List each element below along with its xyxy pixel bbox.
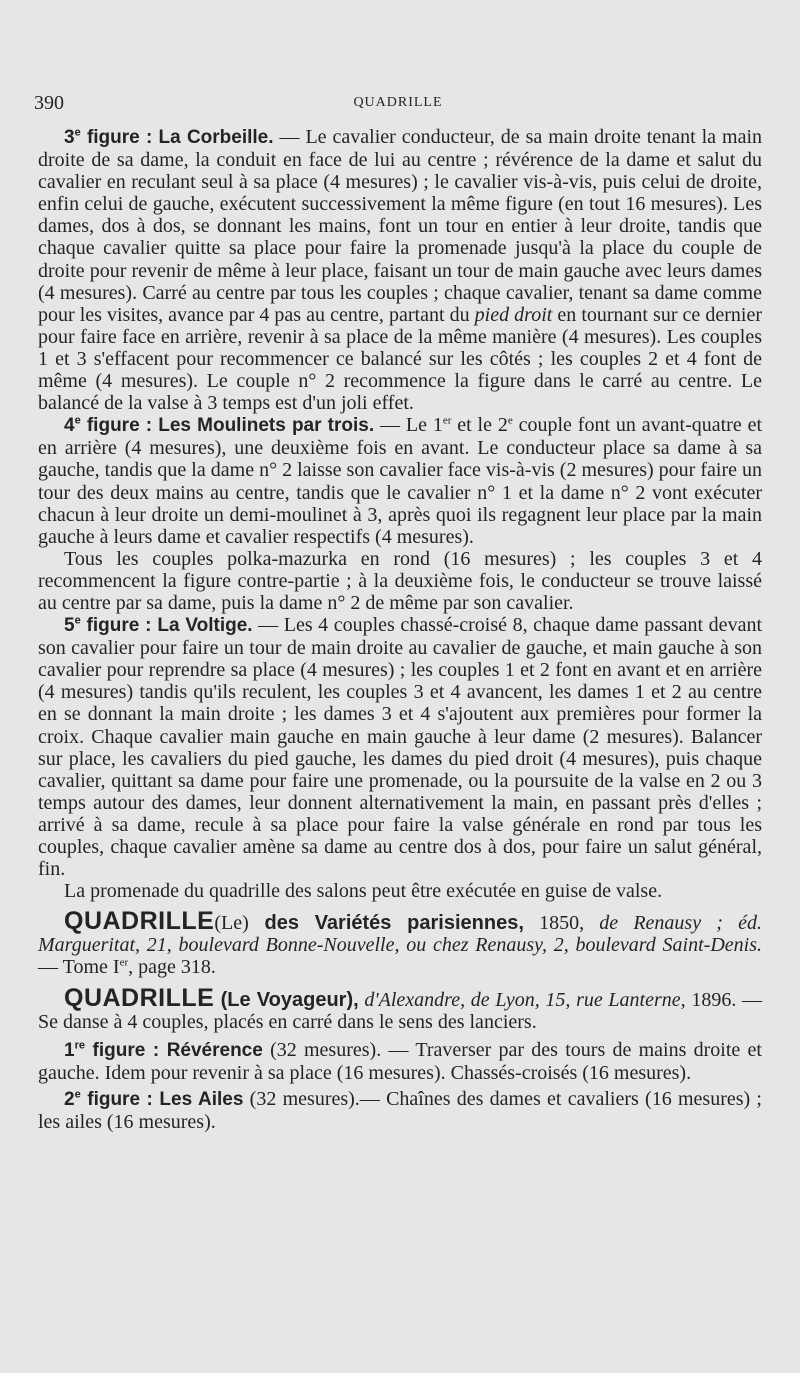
figure-5-title: 5e figure : La Voltige.	[64, 614, 253, 637]
entry-varietes-parisiennes: QUADRILLE(Le) des Variétés parisiennes, 1850, de Renausy ; éd. Margueritat, 21, boulevard Bonne-Nouvelle, ou chez Renausy, 2, boulevard Saint-Denis. — Tome Ier, page 318.	[38, 907, 762, 979]
entry-heading: QUADRILLE	[64, 983, 215, 1012]
figure-5-paragraph: 5e figure : La Voltige. — Les 4 couples chassé-croisé 8, chaque dame passant devant son cavalier pour faire un tour de main droite au cavalier de gauche, et main gauche à son cavalier pour reprendre sa place (4 mesures) ; les couples 1 et 2 font en avant et en arrière (4 mesures) tandis qu'ils reculent, les couples 3 et 4 avancent, les dames 1 et 2 au centre en se donnant la main droite ; les dames 3 et 4 s'ajoutent aux premières pour former la croix. Chaque cavalier main gauche en main gauche à leur dame (2 mesures). Balancer sur place, les cavaliers du pied gauche, les dames du pied droit (4 mesures), puis chaque cavalier, quittant sa dame pour faire une promenade, ou la poursuite de la valse en 2 ou 3 temps autour des dames, leur donnent alternativement la main, en passant près d'elles ; arrivé à sa dame, recule à sa place pour faire la valse générale en rond par tous les couples, chaque cavalier amène sa dame au centre dos à dos, pour faire un salut général, fin.	[38, 614, 762, 881]
figure-3-title: 3e figure : La Corbeille.	[64, 126, 274, 148]
entry-name: (Le Voyageur),	[214, 988, 359, 1011]
entry-voyageur: QUADRILLE (Le Voyageur), d'Alexandre, de Lyon, 15, rue Lanterne, 1896. — Se danse à 4 couples, placés en carré dans le sens des lanciers.	[38, 983, 762, 1033]
figure-3-paragraph: 3e figure : La Corbeille. — Le cavalier conducteur, de sa main droite tenant la main droite de sa dame, la conduit en face de lui au centre ; révérence de la dame et salut du cavalier en reculant seul à sa place (4 mesures) ; le cavalier vis-à-vis, puis celui de droite, enfin celui de gauche, exécutent successivement la même figure (en tout 16 mesures). Les dames, dos à dos, se donnant les mains, font un tour en entier à leur droite, tandis que chaque cavalier quitte sa place pour faire la promenade jusqu'à la place du couple de droite pour revenir de même à leur place, faisant un tour de main gauche avec leurs dames (4 mesures). Carré au centre par tous les couples ; chaque cavalier, tenant sa dame comme pour les visites, avance par 4 pas au centre, partant du pied droit en tournant sur ce dernier pour faire face en arrière, revenir à sa place de la même manière (4 mesures). Les couples 1 et 3 s'effacent pour recommencer ce balancé sur les côtés ; les couples 2 et 4 font de même (4 mesures). Le couple n° 2 recommence la figure dans le carré au centre. Le balancé de la valse à 3 temps est d'un joli effet.	[38, 126, 762, 415]
voyageur-figure-2-paragraph: 2e figure : Les Ailes (32 mesures).— Chaînes des dames et cavaliers (16 mesures) ; les ailes (16 mesures).	[38, 1087, 762, 1134]
page-number: 390	[34, 92, 64, 114]
figure-4-paragraph: 4e figure : Les Moulinets par trois. — Le 1er et le 2e couple font un avant-quatre et en arrière (4 mesures), une deuxième fois en avant. Le conducteur place sa dame à sa gauche, tandis que la dame n° 2 laisse son cavalier face vis-à-vis (2 mesures) pour faire un tour des deux mains au centre, tandis que le cavalier n° 1 et la dame n° 2 vont exécuter chacun à leur droite un demi-moulinet à 3, après quoi ils regagnent leur place par la main gauche à leurs dame et cavalier respectifs (4 mesures).	[38, 414, 762, 548]
voyageur-figure-1-title: 1re figure : Révérence	[64, 1039, 263, 1061]
entry-heading: QUADRILLE	[64, 907, 215, 936]
page-header	[34, 92, 762, 116]
running-title: QUADRILLE	[353, 95, 443, 110]
figure-5-paragraph-2: La promenade du quadrille des salons peut être exécutée en guise de valse.	[64, 880, 663, 903]
body-text	[38, 126, 762, 1133]
figure-4-paragraph-2: Tous les couples polka-mazurka en rond (16 mesures) ; les couples 3 et 4 recommencent la figure contre-partie ; à la deuxième fois, le conducteur se trouve laissé au centre par sa dame, puis la dame n° 2 de même par son cavalier.	[38, 547, 762, 614]
voyageur-figure-2-title: 2e figure : Les Ailes	[64, 1088, 244, 1110]
voyageur-figure-1-paragraph: 1re figure : Révérence (32 mesures). — Traverser par des tours de mains droite et gauche. Idem pour revenir à sa place (16 mesures). Chassés-croisés (16 mesures).	[38, 1038, 762, 1084]
italic-phrase: pied droit	[474, 303, 553, 326]
figure-4-title: 4e figure : Les Moulinets par trois.	[64, 414, 375, 437]
entry-name: des Variétés parisiennes,	[248, 912, 524, 935]
